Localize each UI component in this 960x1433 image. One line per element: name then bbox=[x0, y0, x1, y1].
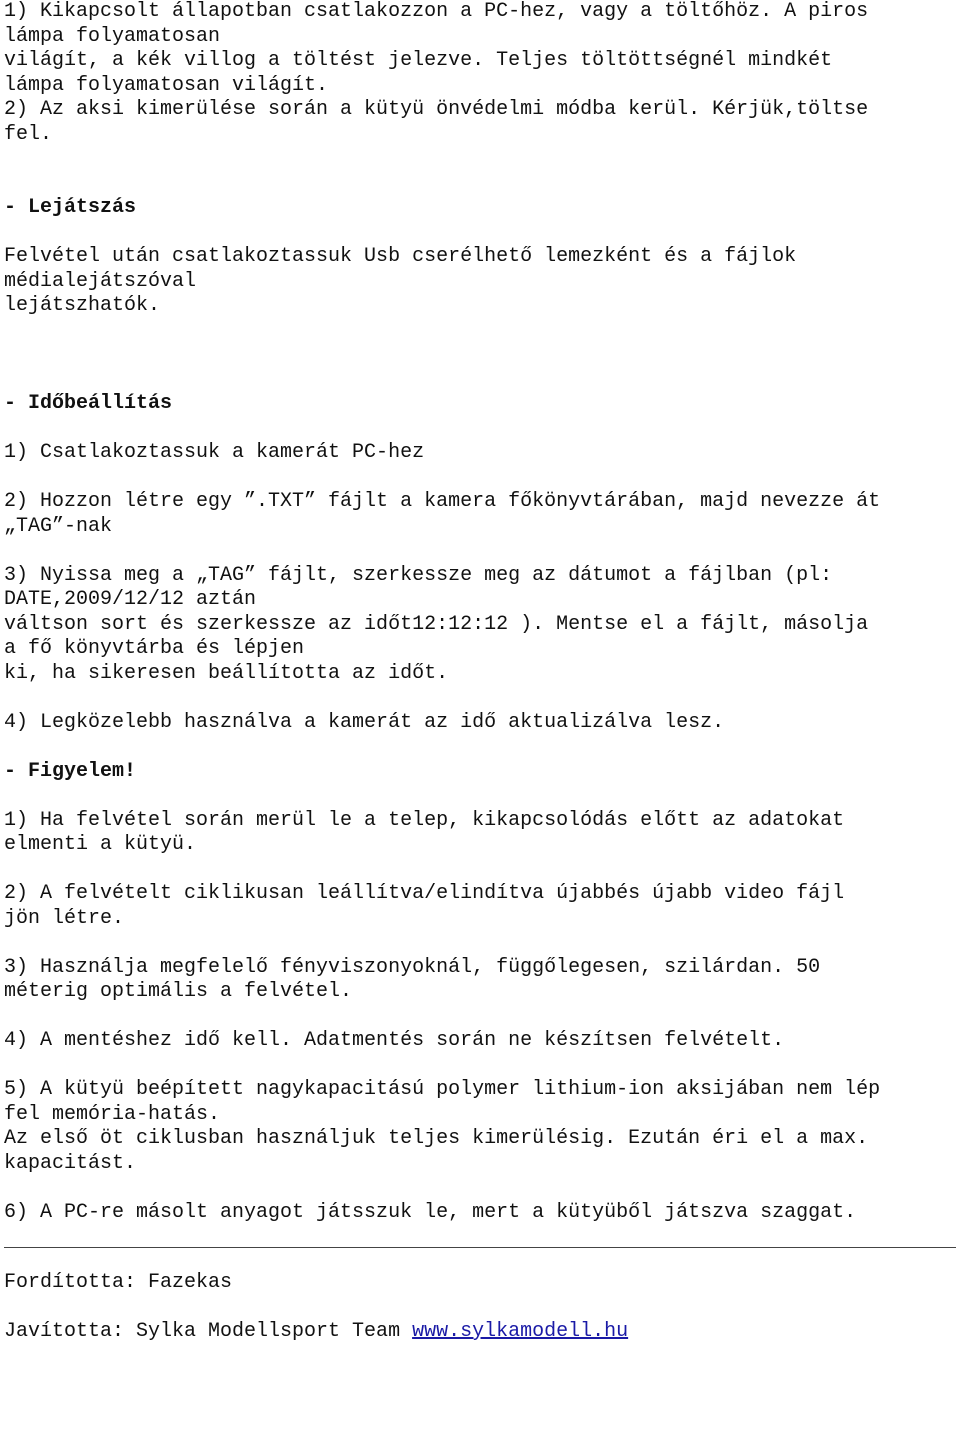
warning-item-2-line-2: jön létre. bbox=[4, 906, 125, 930]
time-step-1: 1) Csatlakoztassuk a kamerát PC-hez bbox=[4, 441, 425, 464]
charging-line-5: 2) Az aksi kimerülése során a kütyü önvédelmi módba kerül. Kérjük,töltse bbox=[4, 98, 869, 121]
spacer bbox=[4, 539, 956, 564]
warning-heading: - Figyelem! bbox=[4, 759, 137, 783]
spacer bbox=[4, 172, 956, 197]
playback-line-2: médialejátszóval bbox=[4, 269, 197, 293]
spacer bbox=[4, 1054, 956, 1079]
time-step-2-line-2: „TAG”-nak bbox=[4, 514, 113, 538]
spacer bbox=[4, 686, 956, 711]
spacer bbox=[4, 1176, 956, 1201]
spacer bbox=[4, 784, 956, 809]
spacer bbox=[4, 343, 956, 368]
spacer bbox=[4, 1296, 956, 1321]
spacer bbox=[4, 1005, 956, 1030]
time-step-3-line-3: váltson sort és szerkessze az időt12:12:12 ). Mentse el a fájlt, másolja bbox=[4, 612, 869, 636]
spacer bbox=[4, 735, 956, 760]
charging-line-2: lámpa folyamatosan bbox=[4, 24, 221, 48]
warning-item-5-line-3: Az első öt ciklusban használjuk teljes kimerülésig. Ezután éri el a max. bbox=[4, 1127, 869, 1150]
time-step-3-line-1: 3) Nyissa meg a „TAG” fájlt, szerkessze meg az dátumot a fájlban (pl: bbox=[4, 563, 833, 587]
time-setting-section bbox=[4, 392, 956, 735]
warning-item-5-line-1: 5) A kütyü beépített nagykapacitású polymer lithium-ion aksijában nem lép bbox=[4, 1078, 881, 1101]
playback-line-3: lejátszhatók. bbox=[4, 294, 161, 317]
charging-line-6: fel. bbox=[4, 122, 53, 146]
warning-item-5-line-4: kapacitást. bbox=[4, 1151, 137, 1175]
time-step-2-line-1: 2) Hozzon létre egy ”.TXT” fájlt a kamera főkönyvtárában, majd nevezze át bbox=[4, 490, 881, 513]
warning-item-3-line-2: méterig optimális a felvétel. bbox=[4, 980, 353, 1003]
spacer bbox=[4, 931, 956, 956]
time-step-3-line-4: a fő könyvtárba és lépjen bbox=[4, 637, 305, 660]
credits-section bbox=[4, 1271, 956, 1345]
spacer bbox=[4, 147, 956, 172]
time-step-3-line-5: ki, ha sikeresen beállította az időt. bbox=[4, 661, 449, 685]
warning-item-3-line-1: 3) Használja megfelelő fényviszonyoknál, függőlegesen, szilárdan. 50 bbox=[4, 955, 821, 979]
warning-section bbox=[4, 760, 956, 1226]
time-setting-heading: - Időbeállítás bbox=[4, 392, 173, 415]
warning-item-2-line-1: 2) A felvételt ciklikusan leállítva/elindítva újabbés újabb video fájl bbox=[4, 882, 845, 905]
warning-item-1-line-1: 1) Ha felvétel során merül le a telep, kikapcsolódás előtt az adatokat bbox=[4, 808, 845, 832]
warning-item-6: 6) A PC-re másolt anyagot játsszuk le, mert a kütyüből játszva szaggat. bbox=[4, 1200, 857, 1224]
spacer bbox=[4, 319, 956, 344]
charging-line-3: világít, a kék villog a töltést jelezve. Teljes töltöttségnél mindkét bbox=[4, 49, 833, 72]
spacer bbox=[4, 417, 956, 442]
playback-section bbox=[4, 196, 956, 319]
charging-line-4: lámpa folyamatosan világít. bbox=[4, 73, 329, 97]
spacer bbox=[4, 368, 956, 393]
warning-item-5-line-2: fel memória-hatás. bbox=[4, 1102, 221, 1126]
playback-heading: - Lejátszás bbox=[4, 196, 137, 219]
time-step-4: 4) Legközelebb használva a kamerát az idő aktualizálva lesz. bbox=[4, 710, 725, 734]
spacer bbox=[4, 858, 956, 883]
corrector-credit bbox=[4, 1320, 956, 1345]
website-link[interactable]: www.sylkamodell.hu bbox=[412, 1320, 629, 1343]
charging-section bbox=[4, 0, 956, 147]
horizontal-divider bbox=[4, 1247, 956, 1248]
spacer bbox=[4, 466, 956, 491]
time-step-3-line-2: DATE,2009/12/12 aztán bbox=[4, 588, 257, 611]
translator-credit: Fordította: Fazekas bbox=[4, 1271, 233, 1294]
warning-item-4: 4) A mentéshez idő kell. Adatmentés során ne készítsen felvételt. bbox=[4, 1029, 785, 1052]
manual-page bbox=[4, 0, 956, 1345]
corrector-credit-label: Javította: Sylka Modellsport Team bbox=[4, 1320, 413, 1343]
charging-line-1: 1) Kikapcsolt állapotban csatlakozzon a PC-hez, vagy a töltőhöz. A piros bbox=[4, 0, 869, 23]
spacer bbox=[4, 221, 956, 246]
playback-line-1: Felvétel után csatlakoztassuk Usb cserélhető lemezként és a fájlok bbox=[4, 245, 797, 268]
warning-item-1-line-2: elmenti a kütyü. bbox=[4, 833, 197, 856]
